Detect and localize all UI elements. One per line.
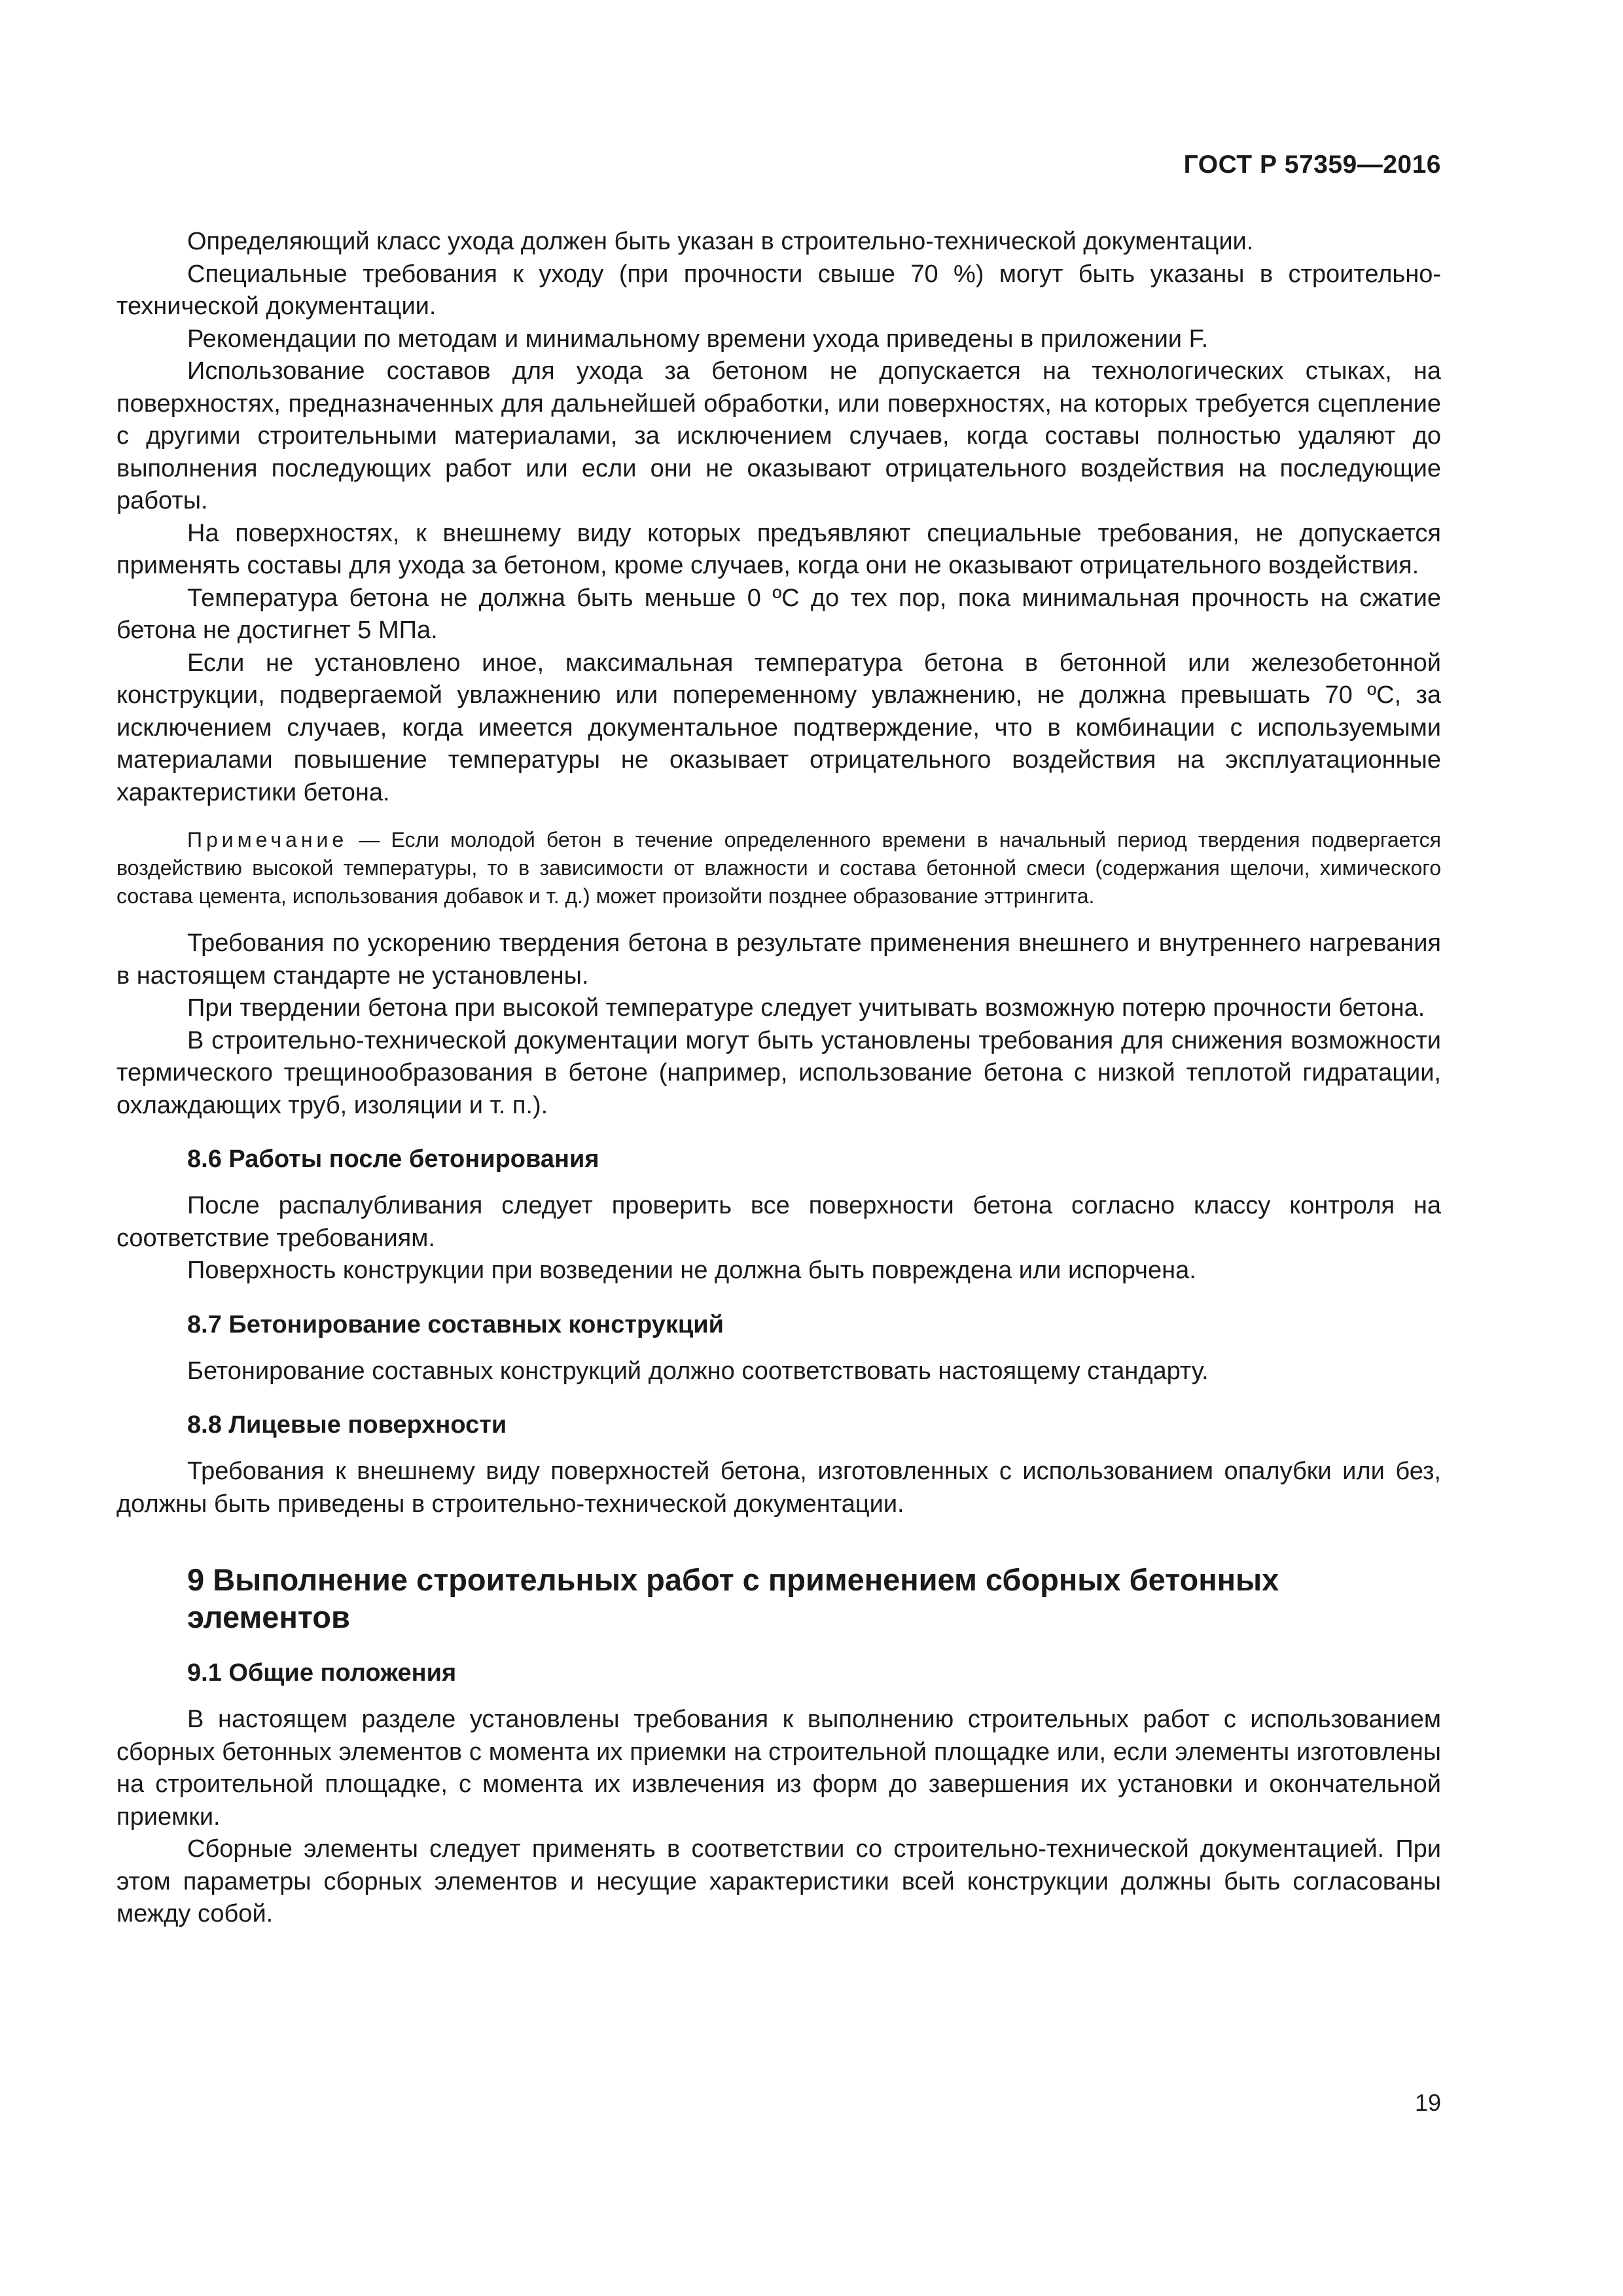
paragraph: Требования по ускорению твердения бетона в результате применения внешнего и внутреннего нагревания в настоящем стандарте не установлены. xyxy=(116,929,1441,990)
note xyxy=(116,826,1441,910)
section-heading-8-8: 8.8 Лицевые поверхности xyxy=(187,1411,507,1439)
paragraph: Поверхность конструкции при возведении не должна быть повреждена или испорчена. xyxy=(187,1257,1196,1284)
paragraph: Если не установлено иное, максимальная температура бетона в бетонной или железобетонной конструкции, подвергаемой увлажнению или попеременному увлажнению, не должна превышать 70 ºС, за исключением случаев, когда имеется документальное подтверждение, что в комбинации с используемыми материалами повышение температуры не оказывает отрицательного воздействия на эксплуатационные характеристики бетона. xyxy=(116,649,1441,806)
paragraph: Использование составов для ухода за бетоном не допускается на технологических стыках, на поверхностях, предназначенных для дальнейшей обработки, или поверхностях, на которых требуется сцепление с другими строительными материалами, за исключением случаев, когда составы полностью удаляют до выполнения последующих работ или если они не оказывают отрицательного воздействия на последующие работы. xyxy=(116,357,1441,514)
paragraph: Сборные элементы следует применять в соответствии со строительно-технической документацией. При этом параметры сборных элементов и несущие характеристики всей конструкции должны быть согласованы между собой. xyxy=(116,1835,1441,1928)
paragraph: Бетонирование составных конструкций должно соответствовать настоящему стандарту. xyxy=(187,1357,1209,1385)
paragraph: В строительно-технической документации могут быть установлены требования для снижения возможности термического трещинообразования в бетоне (например, использование бетона с низкой теплотой гидратации, охлаждающих труб, изоляции и т. п.). xyxy=(116,1026,1441,1119)
section-heading-8-6: 8.6 Работы после бетонирования xyxy=(187,1145,599,1173)
section-heading-9: 9 Выполнение строительных работ с применением сборных бетонных элементов xyxy=(187,1562,1279,1634)
paragraph: На поверхностях, к внешнему виду которых предъявляют специальные требования, не допускается применять составы для ухода за бетоном, кроме случаев, когда они не оказывают отрицательного воздействия. xyxy=(116,519,1441,579)
paragraph: Требования к внешнему виду поверхностей бетона, изготовленных с использованием опалубки или без, должны быть приведены в строительно-технической документации. xyxy=(116,1458,1441,1518)
paragraph: Температура бетона не должна быть меньше 0 ºС до тех пор, пока минимальная прочность на сжатие бетона не достигнет 5 МПа. xyxy=(116,584,1441,644)
paragraph: После распалубливания следует проверить все поверхности бетона согласно классу контроля на соответствие требованиям. xyxy=(116,1192,1441,1252)
paragraph: В настоящем разделе установлены требования к выполнению строительных работ с использованием сборных бетонных элементов с момента их приемки на строительной площадке или, если элементы изготовлены на строительной площадке, с момента их извлечения из форм до завершения их установки и окончательной приемки. xyxy=(116,1706,1441,1831)
document-page xyxy=(116,0,1441,2296)
document-body xyxy=(116,226,1441,1931)
paragraph: При твердении бетона при высокой температуре следует учитывать возможную потерю прочности бетона. xyxy=(187,994,1425,1022)
paragraph: Специальные требования к уходу (при прочности свыше 70 %) могут быть указаны в строительно-технической документации. xyxy=(116,260,1441,320)
paragraph: Определяющий класс ухода должен быть указан в строительно-технической документации. xyxy=(187,228,1254,255)
page-number: 19 xyxy=(1414,2089,1441,2116)
section-heading-8-7: 8.7 Бетонирование составных конструкций xyxy=(187,1310,724,1338)
paragraph: Рекомендации по методам и минимальному времени ухода приведены в приложении F. xyxy=(187,325,1209,353)
note-label: Примечание xyxy=(187,828,348,852)
note-text: — Если молодой бетон в течение определенного времени в начальный период твердения подвергается воздействию высокой температуры, то в зависимости от влажности и состава бетонной смеси (содержания щелочи, химического состава цемента, использования добавок и т. д.) может произойти позднее образование эттрингита. xyxy=(116,828,1441,908)
document-code: ГОСТ Р 57359—2016 xyxy=(1183,151,1441,179)
section-heading-9-1: 9.1 Общие положения xyxy=(187,1659,457,1687)
